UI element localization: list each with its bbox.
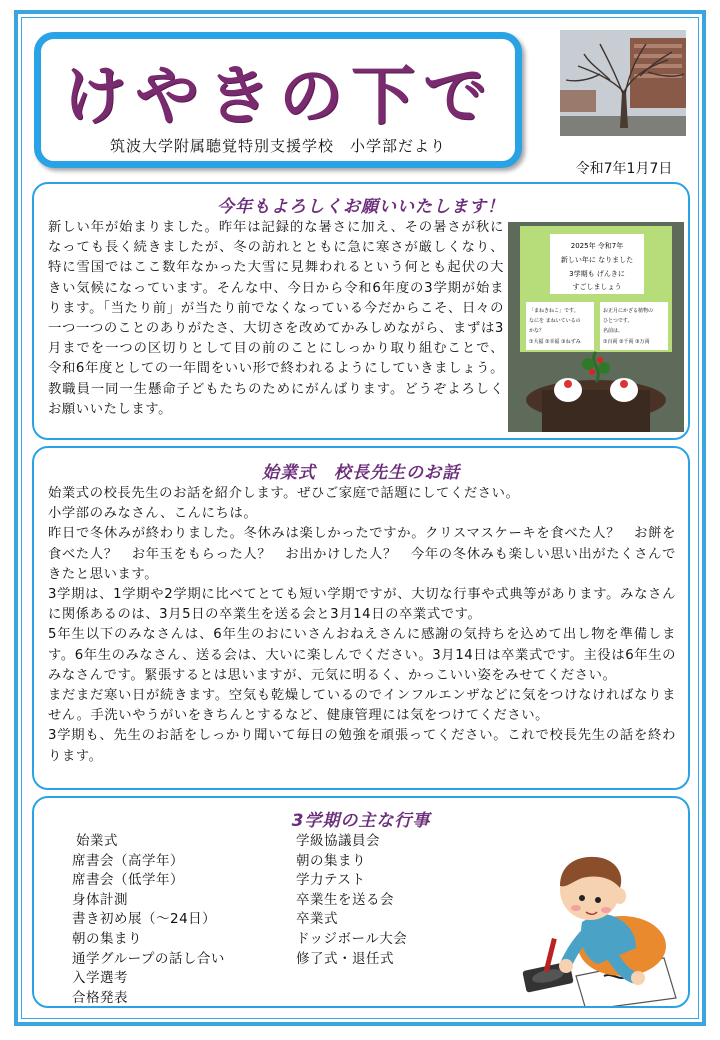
event-item: 学力テスト xyxy=(296,872,366,889)
keyaki-tree-photo xyxy=(560,30,686,136)
issue-date: 令和7年1月7日 xyxy=(575,161,673,177)
events-list-left xyxy=(72,832,292,1008)
event-item: 修了式・退任式 xyxy=(296,950,394,967)
speech-paragraph: 3学期も、先生のお話をしっかり聞いて毎日の勉強を頑張ってください。これで校長先生の話を終わります。 xyxy=(48,728,676,764)
section-heading: 3学期の主な行事 xyxy=(291,811,431,831)
event-item: 通学グループの話し合い xyxy=(72,950,225,967)
event-item: 書き初め展（～24日） xyxy=(72,911,217,928)
event-item: 身体計測 xyxy=(72,891,128,908)
speech-paragraph: 3学期は、1学期や2学期に比べてとても短い学期ですが、大切な行事や式典等があります。みなさんに関係あるのは、3月5日の卒業生を送る会と3月14日の卒業式です。 xyxy=(48,587,676,623)
board-line: 3学期も げんきに xyxy=(569,270,625,278)
card-left-line: ①大福 ②幸福 ③ねずみ xyxy=(529,339,581,345)
board-line: 新しい年に なりました xyxy=(560,256,634,264)
speech-paragraph: 昨日で冬休みが終わりました。冬休みは楽しかったですか。クリスマスケーキを食べた人？ お餅を食べた人？ お年玉をもらった人？ お出かけした人？ 今年の冬休みも楽しい思い出がたくさんできたと思います。 xyxy=(48,526,676,582)
masthead xyxy=(34,32,522,168)
classroom-display-photo xyxy=(508,222,684,432)
section-heading: 今年もよろしくお願いいたします！ xyxy=(217,197,505,217)
new-year-section xyxy=(32,182,690,440)
principal-speech xyxy=(48,484,676,767)
events-list-right xyxy=(296,832,476,969)
board-line: すごしましょう xyxy=(572,283,622,291)
event-item: 席書会（低学年） xyxy=(72,872,184,889)
event-item: 卒業式 xyxy=(296,911,338,928)
principal-speech-section xyxy=(32,446,690,790)
event-item: 学級協議員会 xyxy=(296,833,380,849)
event-item: 合格発表 xyxy=(72,989,128,1006)
event-item: 席書会（高学年） xyxy=(72,852,184,869)
events-section xyxy=(32,796,690,1008)
speech-paragraph: 小学部のみなさん、こんにちは。 xyxy=(48,506,258,522)
card-right-line: 名前は、 xyxy=(603,328,624,334)
event-item: ドッジボール大会 xyxy=(296,930,408,947)
card-left-line: 「まねきねこ」です。 xyxy=(529,308,579,314)
event-item: 卒業生を送る会 xyxy=(296,891,394,908)
event-item: 朝の集まり xyxy=(296,852,366,869)
speech-paragraph: 5年生以下のみなさんは、6年生のおにいさんおねえさんに感謝の気持ちを込めて出し物を準備します。6年生のみなさん、送る会は、大いに楽しんでください。3月14日は卒業式です。主役は6年生のみなさんです。緊張するとは思いますが、元気に明るく、かっこいい姿をみせてください。 xyxy=(48,627,676,683)
board-line: 2025年 令和7年 xyxy=(570,242,624,250)
card-right-line: ①百両 ②千両 ③万両 xyxy=(603,339,650,345)
card-right-line: ひとつです。 xyxy=(603,318,633,324)
card-left-line: なにを まねいているの xyxy=(529,318,581,324)
child-writing-illustration xyxy=(486,826,682,1006)
section-heading: 始業式 校長先生のお話 xyxy=(262,463,460,483)
event-item: 始業式 xyxy=(76,833,118,849)
new-year-message: 新しい年が始まりました。昨年は記録的な暑さに加え、その暑さが秋になっても長く続きましたが、冬の訪れとともに急に寒さが厳しくなり、特に雪国ではここ数年なかった大雪に見舞われるという何とも起伏の大きい気候になっています。そんな中、今日から令和6年度の3学期が始まります。「当たり前」が当たり前でなくなっている今だからこそ、日々の一つ一つのことのありがたさ、大切さを改めてかみしめながら、まずは3月までを一つの区切りとして目の前のことにしっかり取り組むことで、令和6年度としての一年間をいい形で終われるようにしていきましょう。教職員一同一生懸命子どもたちのためにがんばります。どうぞよろしくお願いいたします。 xyxy=(48,220,504,417)
speech-paragraph: まだまだ寒い日が続きます。空気も乾燥しているのでインフルエンザなどに気をつけなければなりません。手洗いやうがいをきちんとするなど、健康管理には気をつけてください。 xyxy=(48,688,676,724)
event-item: 入学選考 xyxy=(72,970,128,987)
event-item: 朝の集まり xyxy=(72,930,142,947)
card-right-line: お正月にかざる植物の xyxy=(603,308,654,314)
school-name: 筑波大学附属聴覚特別支援学校 小学部だより xyxy=(109,137,446,155)
card-left-line: かな？ xyxy=(529,328,545,334)
newsletter-title: けやきの下で xyxy=(63,60,495,134)
speech-paragraph: 始業式の校長先生のお話を紹介します。ぜひご家庭で話題にしてください。 xyxy=(48,486,520,501)
